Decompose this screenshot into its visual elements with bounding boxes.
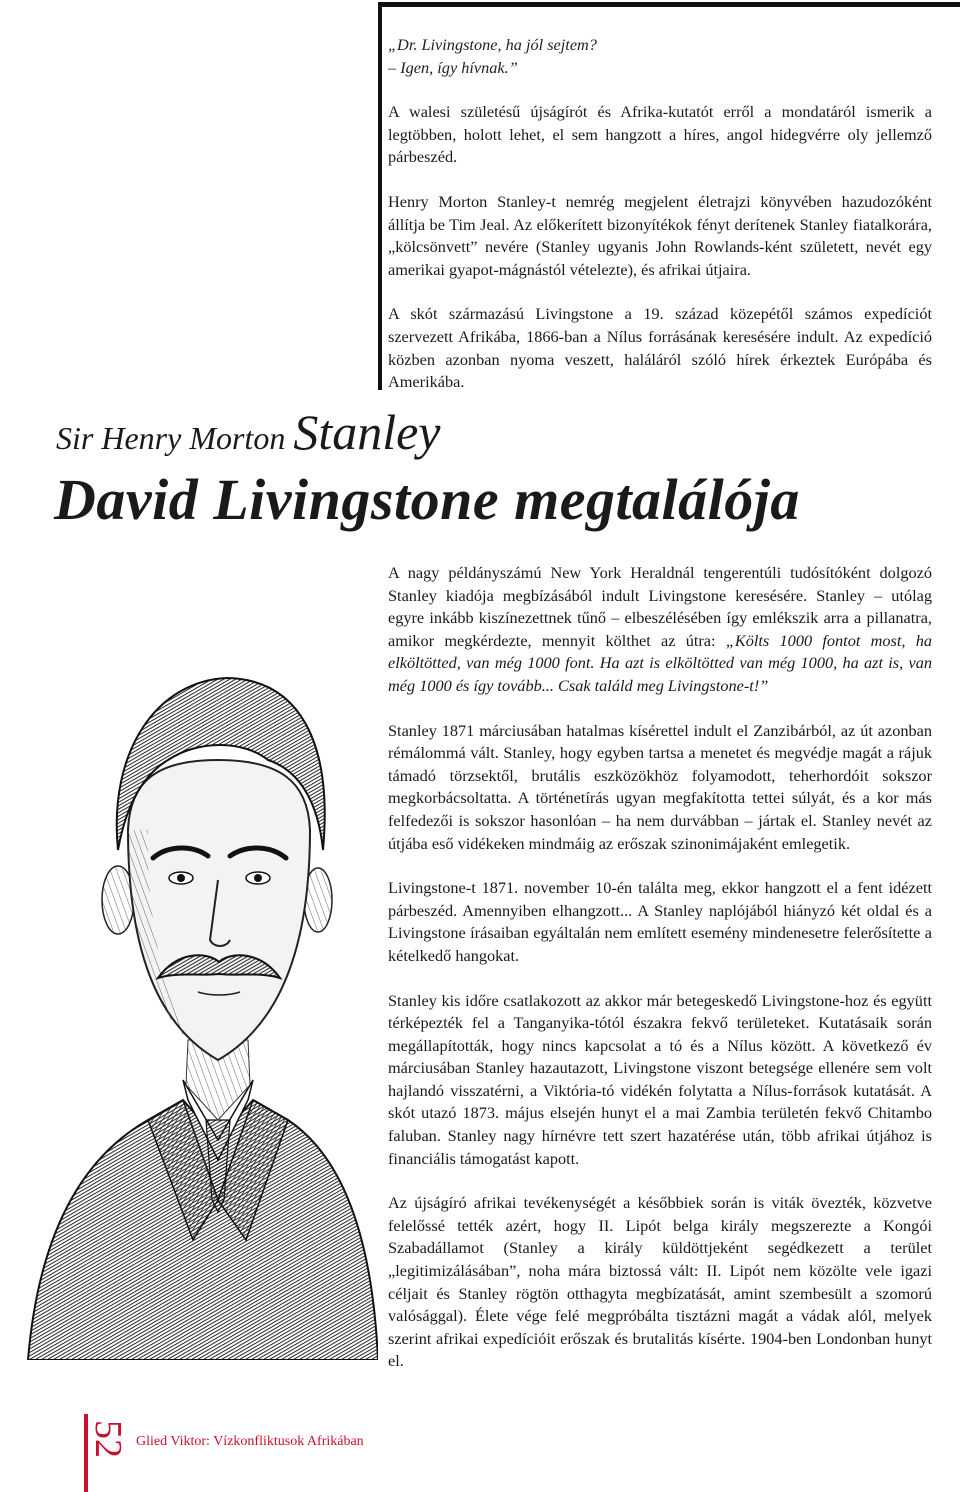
intro-quote [388,34,932,79]
main-paragraph-4: Stanley kis időre csatlakozott az akkor már betegeskedő Livingstone-hoz és együtt térképezték fel a Tanganyika-tótól északra fekvő területeket. Kutatásaik során megállapították, hogy nincs kapcsolat a tó és a Nílus között. A következő év márciusában Stanley hazautazott, Livingstone viszont betegsége ellenére sem volt hajlandó visszatérni, a Viktória-tó vidékén folytatta a Nílus-források kutatását. A skót utazó 1873. május elsején hunyt el a mai Zambia területén fekvő Chitambo faluban. Stanley nagy hírnévre tett szert hazatérése után, több afrikai útjához is financiális támogatást kapott. [388,990,932,1168]
subtitle-surname: Stanley [293,404,441,460]
main-paragraph-5: Az újságíró afrikai tevékenységét a későbbiek során is viták övezték, közvetve felelőssé tették azért, hogy II. Lipót belga király megszerezte a Kongói Szabadállamot (Stanley a király küldöttjeként segédkezett a terület „legitimizálásában”, noha mára biztossá vált: II. Lipót nem közölte vele igazi céljait és Stanley rögtön otthagyta megbízatását, amint szembesült a szomorú valósággal). Élete vége felé megpróbálta tisztázni magát a vádak alól, melyek szerint afrikai expedícióit erőszak és brutalitás kísérte. 1904-ben Londonban hunyt el. [388,1193,932,1371]
main-paragraph-1-quote: „Költs 1000 fontot most, ha elköltötted, van még 1000 font. Ha azt is elköltötted van még 1000, ha azt is, van még 1000 és így tovább... Csak találd meg Livingstone-t!” [388,630,932,695]
portrait-engraving [18,600,378,1360]
left-frame-rule [378,2,382,390]
running-footer: Glied Viktor: Vízkonfliktusok Afrikában [136,1434,364,1449]
intro-quote-line-2: – Igen, így hívnak.” [388,57,518,77]
intro-paragraph-2: Henry Morton Stanley-t nemrég megjelent életrajzi könyvében hazudozóként állítja be Tim Jeal. Az előkerített bizonyítékok fényt derítenek Stanley fiatalkorára, „kölcsönvett” nevére (Stanley ugyanis John Rowlands-ként született, nevét egy amerikai gyapot-mágnástól vételezte), és afrikai útjaira. [388,191,932,279]
article-title: David Livingstone megtalálója [54,467,800,532]
intro-paragraph-3: A skót származású Livingstone a 19. század közepétől számos expedíciót szervezett Afrikába, 1866-ban a Nílus forrásának keresésére indult. Az expedíció közben azonban nyoma veszett, haláláról szóló hírek érkeztek Európába és Amerikába. [388,304,932,392]
top-frame-rule [378,2,960,7]
page-number: 52 [87,1420,129,1458]
subtitle-prefix: Sir Henry Morton [56,420,294,456]
main-paragraph-1 [388,562,932,698]
intro-column [388,34,932,394]
article-subtitle [56,404,441,460]
main-paragraph-1-text: A nagy példányszámú New York Heraldnál tengerentúli tudósítóként dolgozó Stanley kiadója megbízásából indult Livingstone keresésére. Stanley – utólag egyre inkább kiszínezettnek tűnő – elbeszélésében így emlékszik arra a pillanatra, amikor megkérdezte, mennyit költhet az útra: [388,563,932,650]
intro-paragraph-1: A walesi születésű újságírót és Afrika-kutatót erről a mondatáról ismerik a legtöbben, holott lehet, el sem hangzott a híres, angol hidegvérre oly jellemző párbeszéd. [388,102,932,167]
intro-quote-line-1: „Dr. Livingstone, ha jól sejtem? [388,35,597,54]
main-paragraph-2: Stanley 1871 márciusában hatalmas kísérettel indult el Zanzibárból, az út azonban rémálommá vált. Stanley, hogy egyben tartsa a menetet és megvédje magát a rájuk támadó törzsektől, brutális eszközökhöz folyamodott, teherhordóit sokszor megkorbácsoltatta. A történetírás ugyan megfakította tettei súlyát, és a kor más felfedezői is sokszor hasonlóan – ha nem durvábban – jártak el. Stanley nevét az útjába eső vidékeken mindmáig az erőszak szinonimájaként emlegetik. [388,720,932,853]
main-paragraph-3: Livingstone-t 1871. november 10-én találta meg, ekkor hangzott el a fent idézett párbeszéd. Amennyiben elhangzott... A Stanley naplójából hiányzó két oldal és a Livingstone írásaiban egyáltalán nem említett esemény mindenesetre felerősítette a kételkedő hangokat. [388,878,932,965]
main-column [388,562,932,1373]
